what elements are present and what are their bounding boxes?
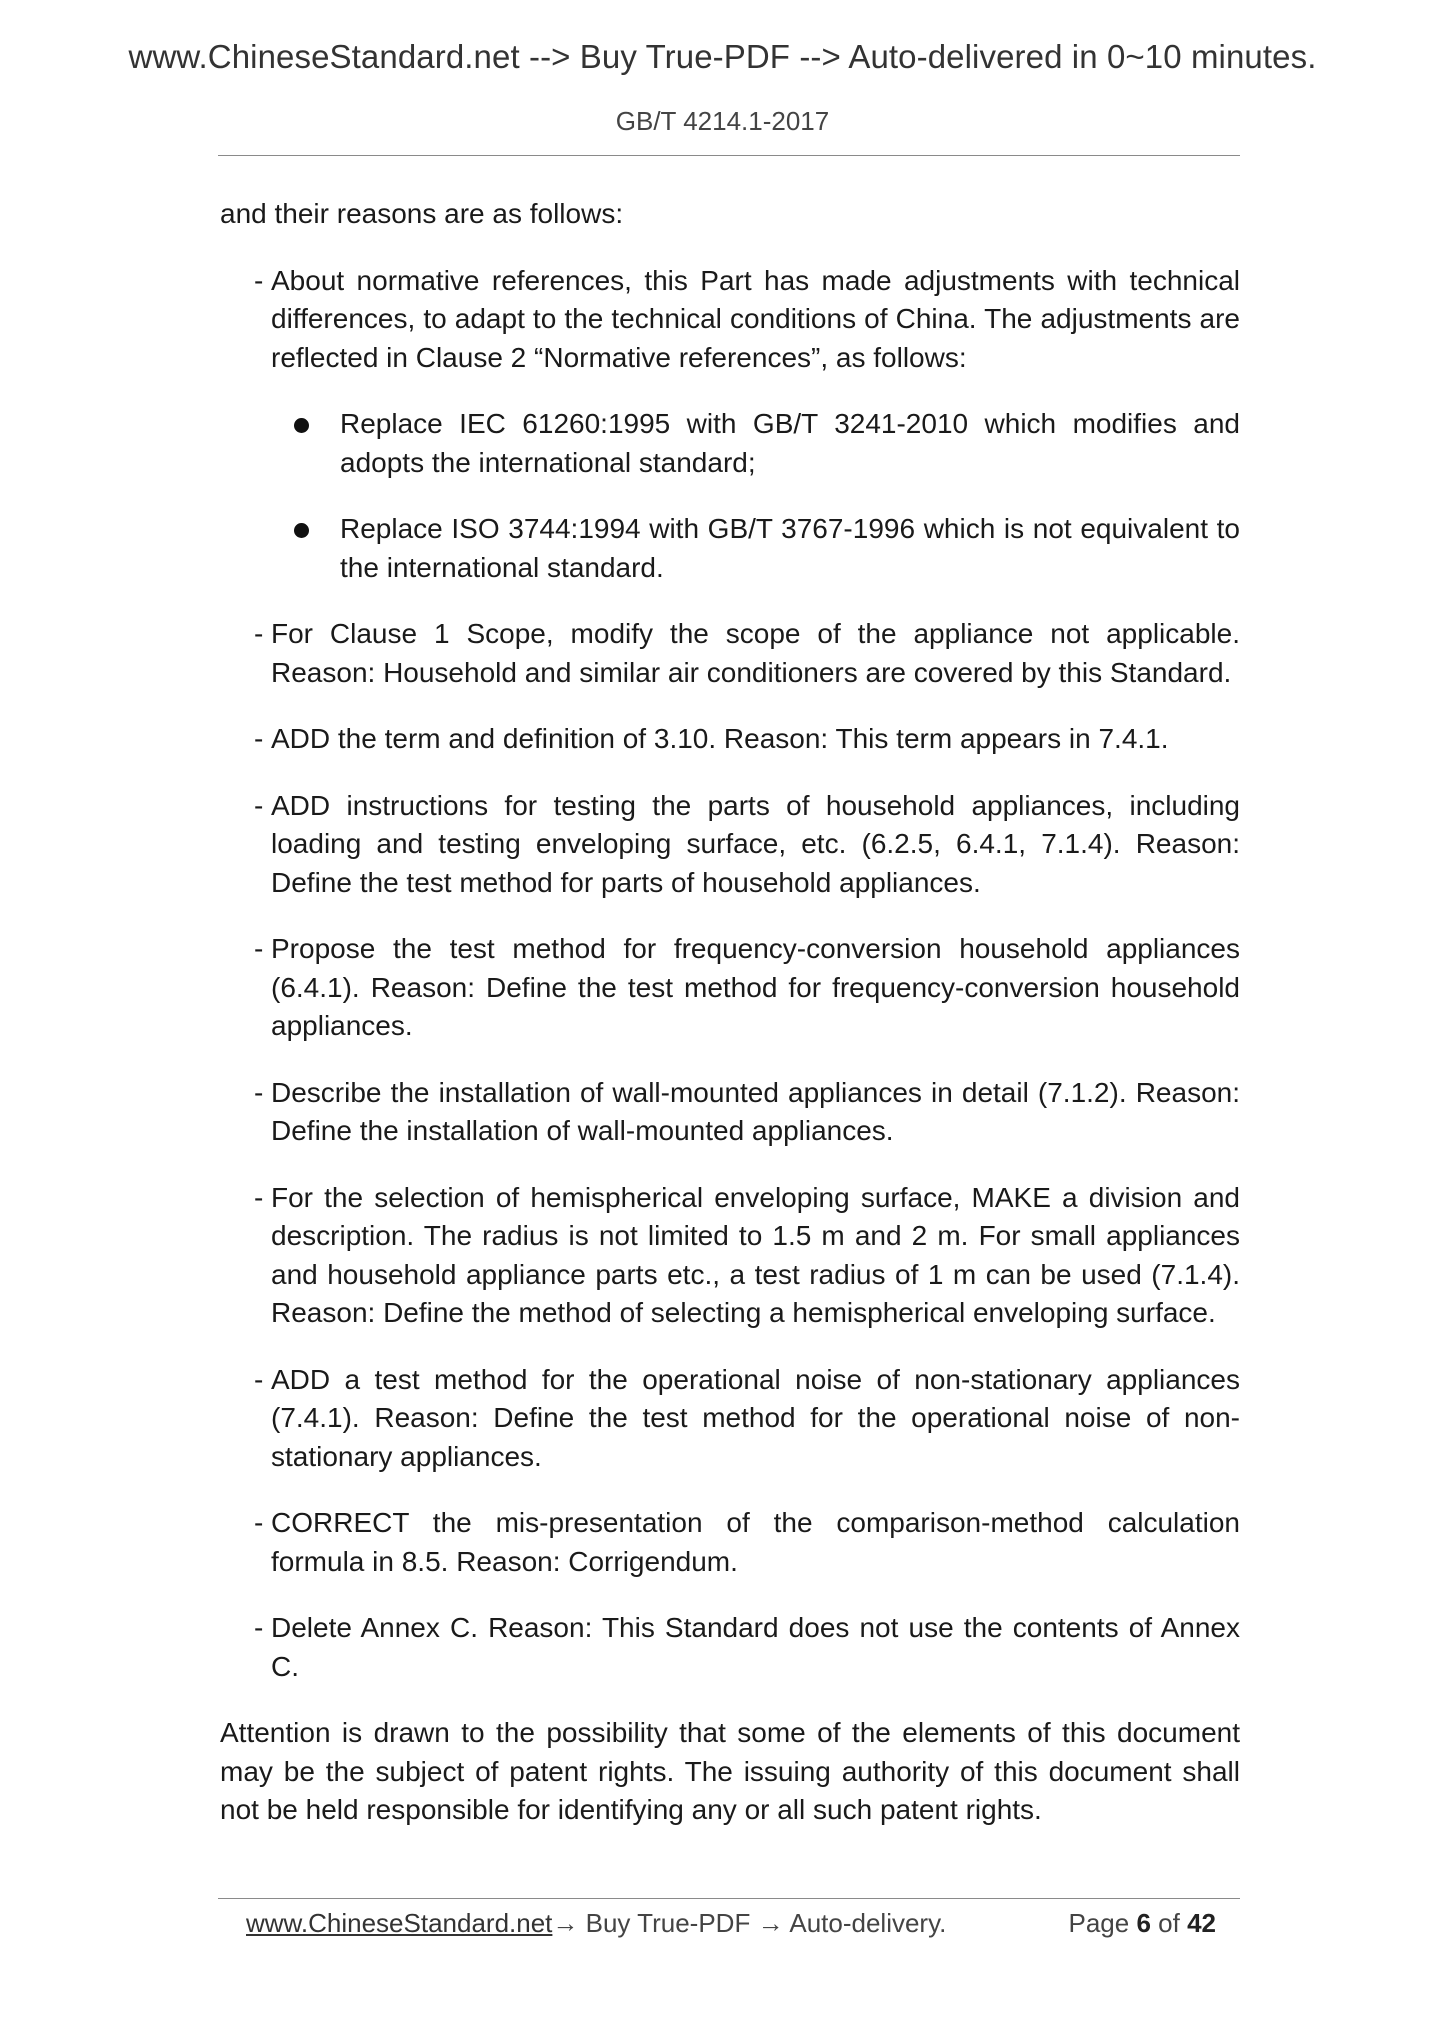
bullet-item <box>220 405 1240 482</box>
list-item <box>220 1179 1240 1333</box>
dash-marker: - <box>254 1363 264 1395</box>
dash-marker: - <box>254 1181 264 1213</box>
intro-paragraph: and their reasons are as follows: <box>220 198 624 229</box>
footer-site-link[interactable]: www.ChineseStandard.net <box>246 1908 553 1938</box>
list-item-text: Propose the test method for frequency-conversion household appliances (6.4.1). Reason: Define the test method for frequency-conversion household appliances. <box>271 933 1240 1041</box>
list-item-text: ADD instructions for testing the parts of household appliances, including loading and testing enveloping surface, etc. (6.2.5, 6.4.1, 7.1.4). Reason: Define the test method for parts of household appliances. <box>271 789 1240 898</box>
page-number <box>1068 1908 1216 1939</box>
list-item <box>220 262 1240 378</box>
dash-marker: - <box>254 1612 264 1643</box>
page-of-label: of <box>1158 1908 1180 1938</box>
dash-marker: - <box>254 933 264 964</box>
bullet-item-text: Replace IEC 61260:1995 with GB/T 3241-2010 which modifies and adopts the international standard; <box>340 408 1240 478</box>
footer-divider <box>218 1898 1240 1899</box>
closing-paragraph: Attention is drawn to the possibility that some of the elements of this document may be the subject of patent rights. The issuing authority of this document shall not be held responsible for identifying any or all such patent rights. <box>220 1717 1240 1825</box>
list-item-text: Describe the installation of wall-mounted appliances in detail (7.1.2). Reason: Define the installation of wall-mounted appliances. <box>271 1076 1240 1146</box>
dash-marker: - <box>254 264 264 296</box>
list-item <box>220 1504 1240 1581</box>
list-item <box>220 1361 1240 1477</box>
document-code: GB/T 4214.1-2017 <box>615 106 830 136</box>
dash-marker: - <box>254 618 264 649</box>
page-label: Page <box>1068 1908 1130 1938</box>
list-item-text: Delete Annex C. Reason: This Standard does not use the contents of Annex C. <box>271 1612 1240 1682</box>
list-item-text: ADD the term and definition of 3.10. Reason: This term appears in 7.4.1. <box>271 723 1169 754</box>
bullet-item <box>220 510 1240 587</box>
dash-marker: - <box>254 789 264 821</box>
bullet-dot-icon <box>294 418 309 433</box>
list-item <box>220 930 1240 1046</box>
list-item <box>220 1609 1240 1686</box>
list-item-text: About normative references, this Part has made adjustments with technical differences, to adapt to the technical conditions of China. The adjustments are reflected in Clause 2 “Normative references”, as follows: <box>271 264 1240 373</box>
header-divider <box>218 155 1240 156</box>
list-item <box>220 720 1240 759</box>
document-body <box>220 195 1240 1830</box>
bullet-dot-icon <box>294 523 309 538</box>
dash-marker: - <box>254 1076 264 1108</box>
page-total: 42 <box>1187 1908 1216 1938</box>
list-item <box>220 1074 1240 1151</box>
footer-tagline: → Buy True-PDF → Auto-delivery. <box>552 1908 947 1938</box>
dash-marker: - <box>254 723 264 754</box>
list-item-text: CORRECT the mis-presentation of the comparison-method calculation formula in 8.5. Reason: Corrigendum. <box>271 1507 1240 1577</box>
list-item <box>220 787 1240 903</box>
bullet-item-text: Replace ISO 3744:1994 with GB/T 3767-1996 which is not equivalent to the international standard. <box>340 513 1240 583</box>
list-item-text: For Clause 1 Scope, modify the scope of the appliance not applicable. Reason: Household and similar air conditioners are covered by this Standard. <box>271 618 1240 688</box>
list-item <box>220 615 1240 692</box>
list-item-text: ADD a test method for the operational noise of non-stationary appliances (7.4.1). Reason: Define the test method for the operational noise of non-stationary appliances. <box>271 1363 1240 1472</box>
page-footer <box>246 1908 1236 1939</box>
page-current: 6 <box>1136 1908 1151 1938</box>
list-item-text: For the selection of hemispherical enveloping surface, MAKE a division and description. The radius is not limited to 1.5 m and 2 m. For small appliances and household appliance parts etc., a test radius of 1 m can be used (7.1.4). Reason: Define the method of selecting a hemispherical enveloping surface. <box>271 1181 1240 1328</box>
dash-marker: - <box>254 1507 264 1538</box>
top-banner: www.ChineseStandard.net --> Buy True-PDF --> Auto-delivered in 0~10 minutes. <box>128 38 1317 75</box>
